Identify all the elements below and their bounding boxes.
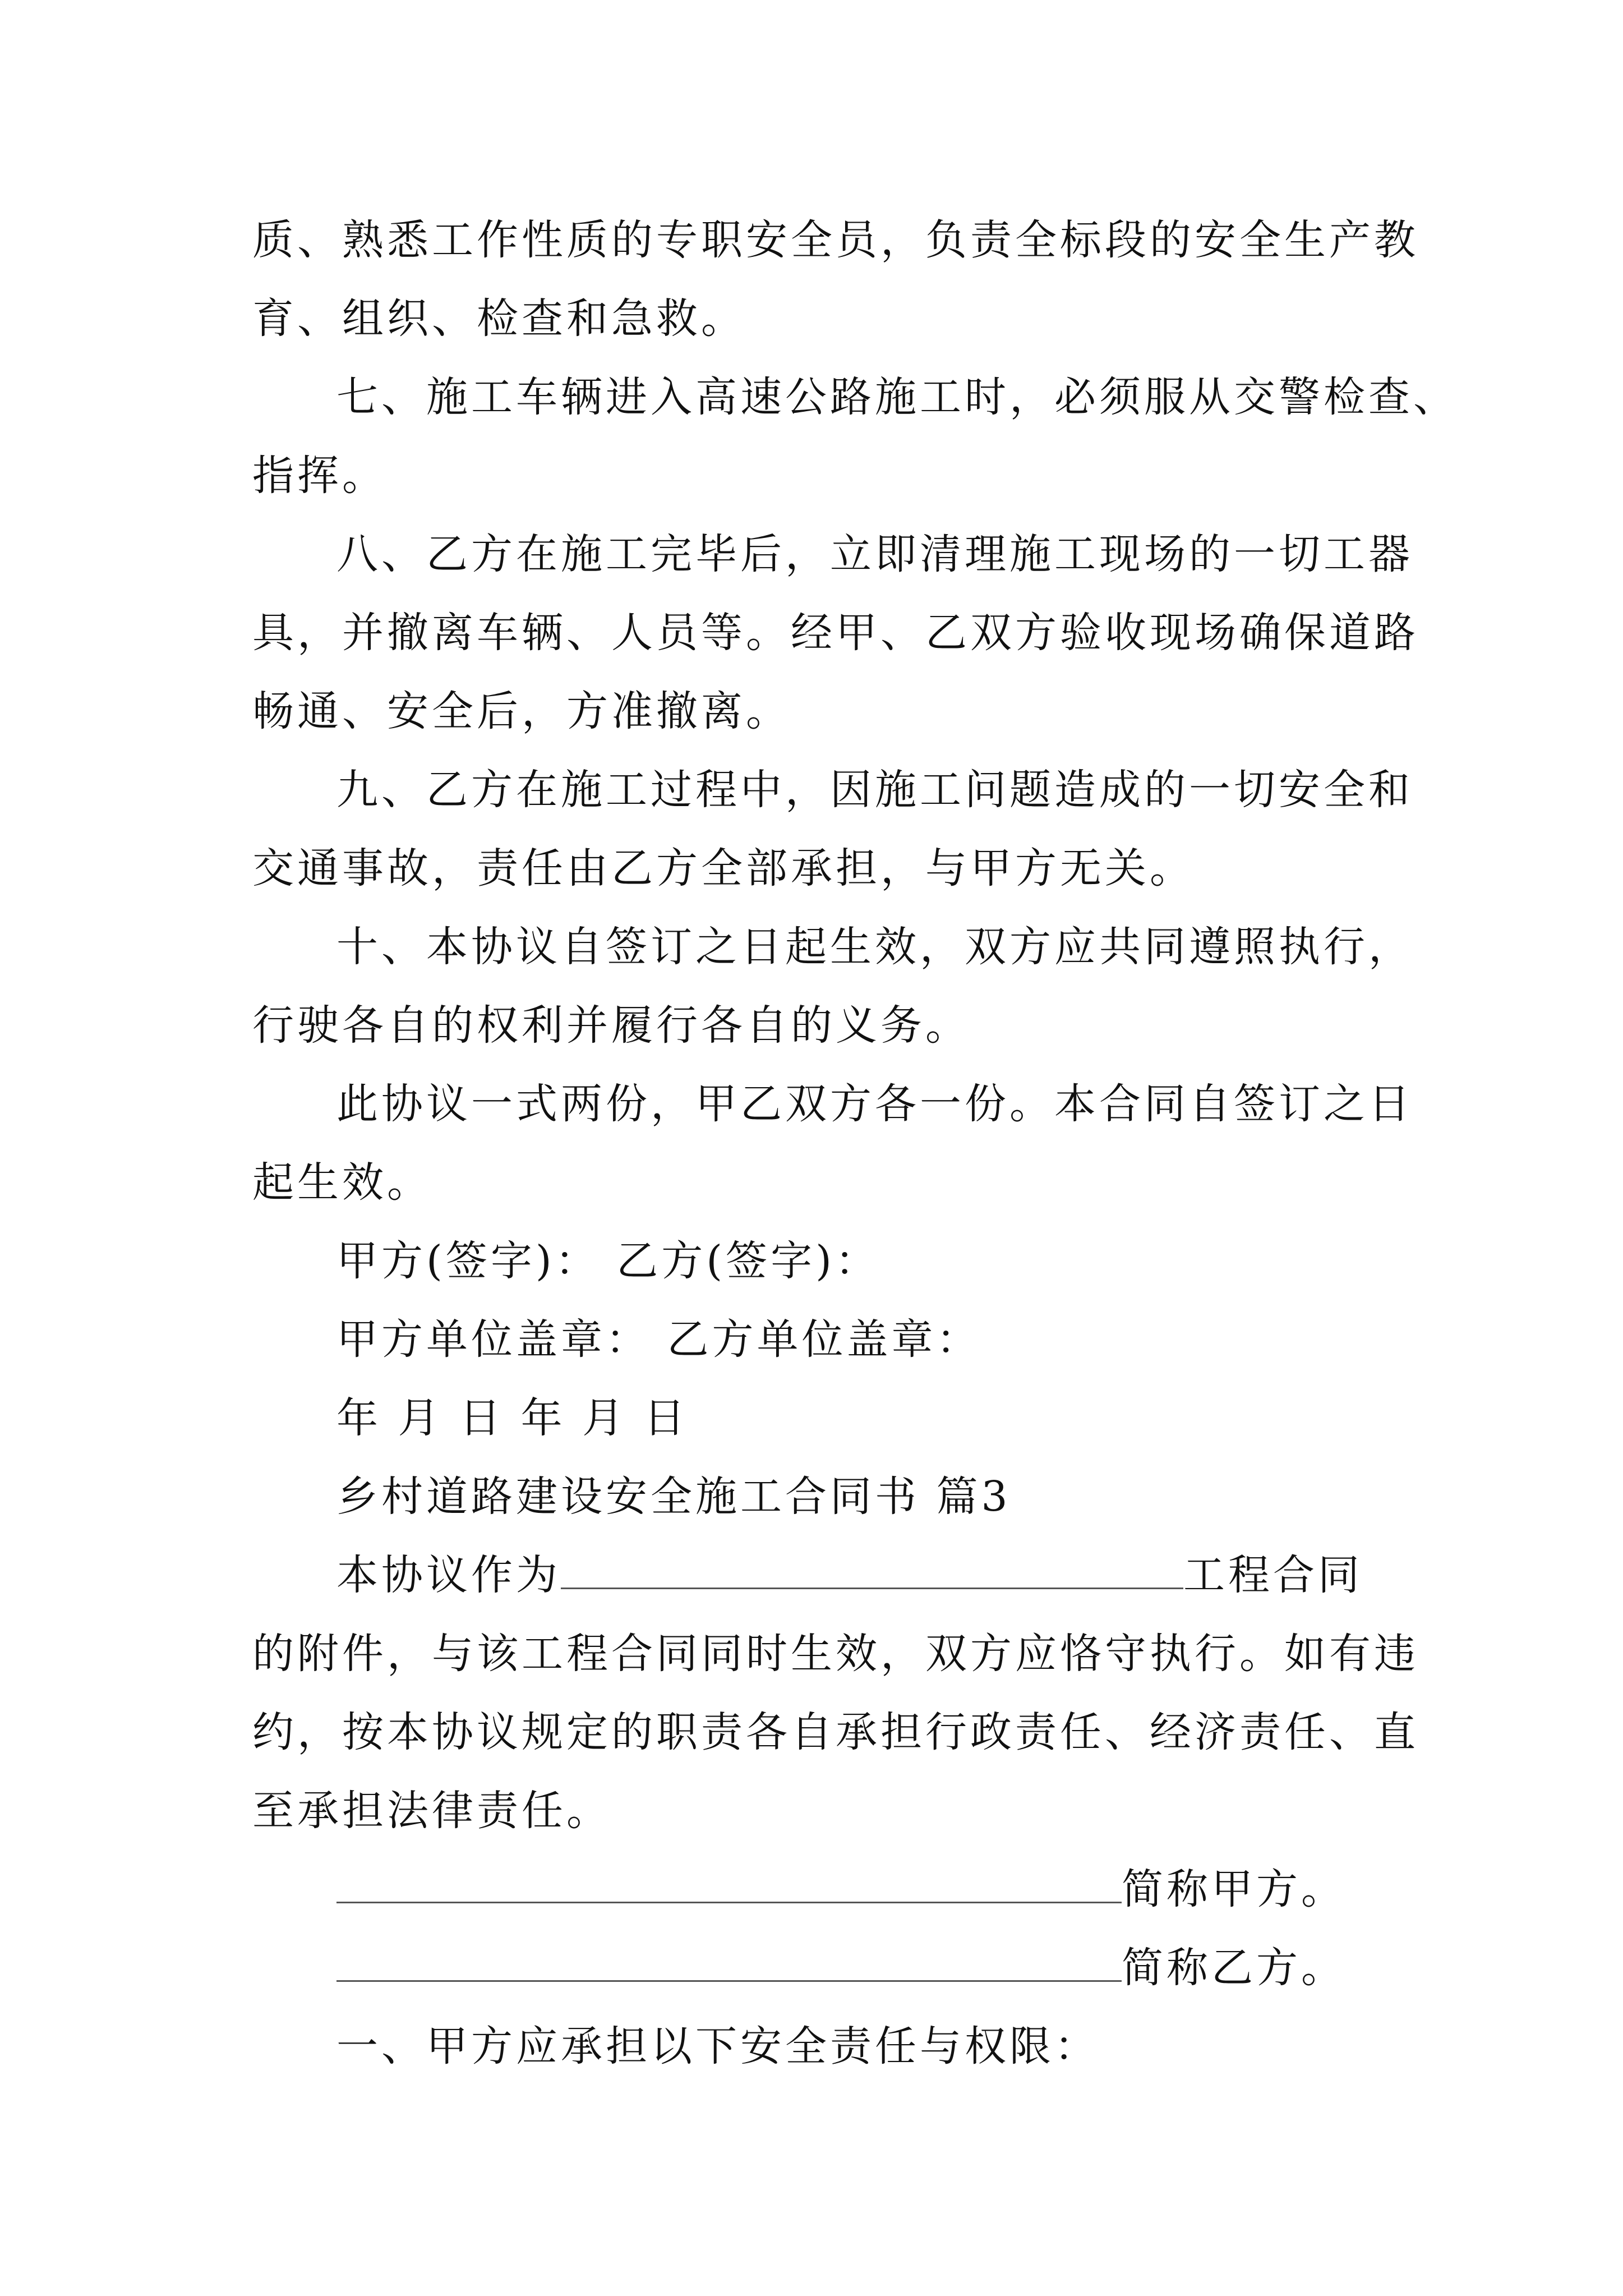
text-line: 育、组织、检查和急救。 — [252, 295, 746, 343]
text-fragment: 简称甲方。 — [1122, 1865, 1346, 1913]
fill-in-blank[interactable] — [336, 1867, 1122, 1903]
text-fragment: 本协议作为 — [336, 1551, 561, 1599]
fill-in-blank[interactable] — [336, 1945, 1122, 1982]
signature-line: 甲方(签字)： 乙方(签字)： — [336, 1237, 880, 1285]
section-heading: 乡村道路建设安全施工合同书 篇3 — [336, 1473, 1011, 1521]
text-line: 至承担法律责任。 — [252, 1787, 611, 1835]
text-fragment: 简称乙方。 — [1122, 1944, 1346, 1992]
section-heading: 一、甲方应承担以下安全责任与权限： — [336, 2022, 1099, 2070]
text-line: 畅通、安全后，方准撤离。 — [252, 687, 791, 735]
text-line: 九、乙方在施工过程中，因施工问题造成的一切安全和 — [336, 766, 1413, 814]
text-line: 八、乙方在施工完毕后，立即清理施工现场的一切工器 — [336, 530, 1413, 578]
text-line: 指挥。 — [252, 452, 387, 500]
text-line: 交通事故，责任由乙方全部承担，与甲方无关。 — [252, 844, 1195, 892]
text-line: 质、熟悉工作性质的专职安全员，负责全标段的安全生产教 — [252, 216, 1419, 264]
party-a-line — [336, 1861, 1346, 1917]
seal-line: 甲方单位盖章： 乙方单位盖章： — [336, 1315, 981, 1364]
text-line: 行驶各自的权利并履行各自的义务。 — [252, 1001, 970, 1050]
text-line: 具，并撤离车辆、人员等。经甲、乙双方验收现场确保道路 — [252, 609, 1419, 657]
text-line: 约，按本协议规定的职责各自承担行政责任、经济责任、直 — [252, 1708, 1419, 1756]
text-fragment: 工程合同 — [1183, 1551, 1363, 1599]
text-line: 七、施工车辆进入高速公路施工时，必须服从交警检查、 — [336, 373, 1458, 421]
text-line — [336, 1547, 1363, 1603]
date-line: 年 月 日 年 月 日 — [336, 1394, 689, 1442]
party-b-line — [336, 1940, 1346, 1996]
fill-in-blank[interactable] — [561, 1553, 1183, 1589]
text-line: 的附件，与该工程合同同时生效，双方应恪守执行。如有违 — [252, 1630, 1419, 1678]
text-line: 起生效。 — [252, 1158, 432, 1207]
text-line: 十、本协议自签订之日起生效，双方应共同遵照执行， — [336, 923, 1413, 971]
text-line: 此协议一式两份，甲乙双方各一份。本合同自签订之日 — [336, 1080, 1413, 1128]
